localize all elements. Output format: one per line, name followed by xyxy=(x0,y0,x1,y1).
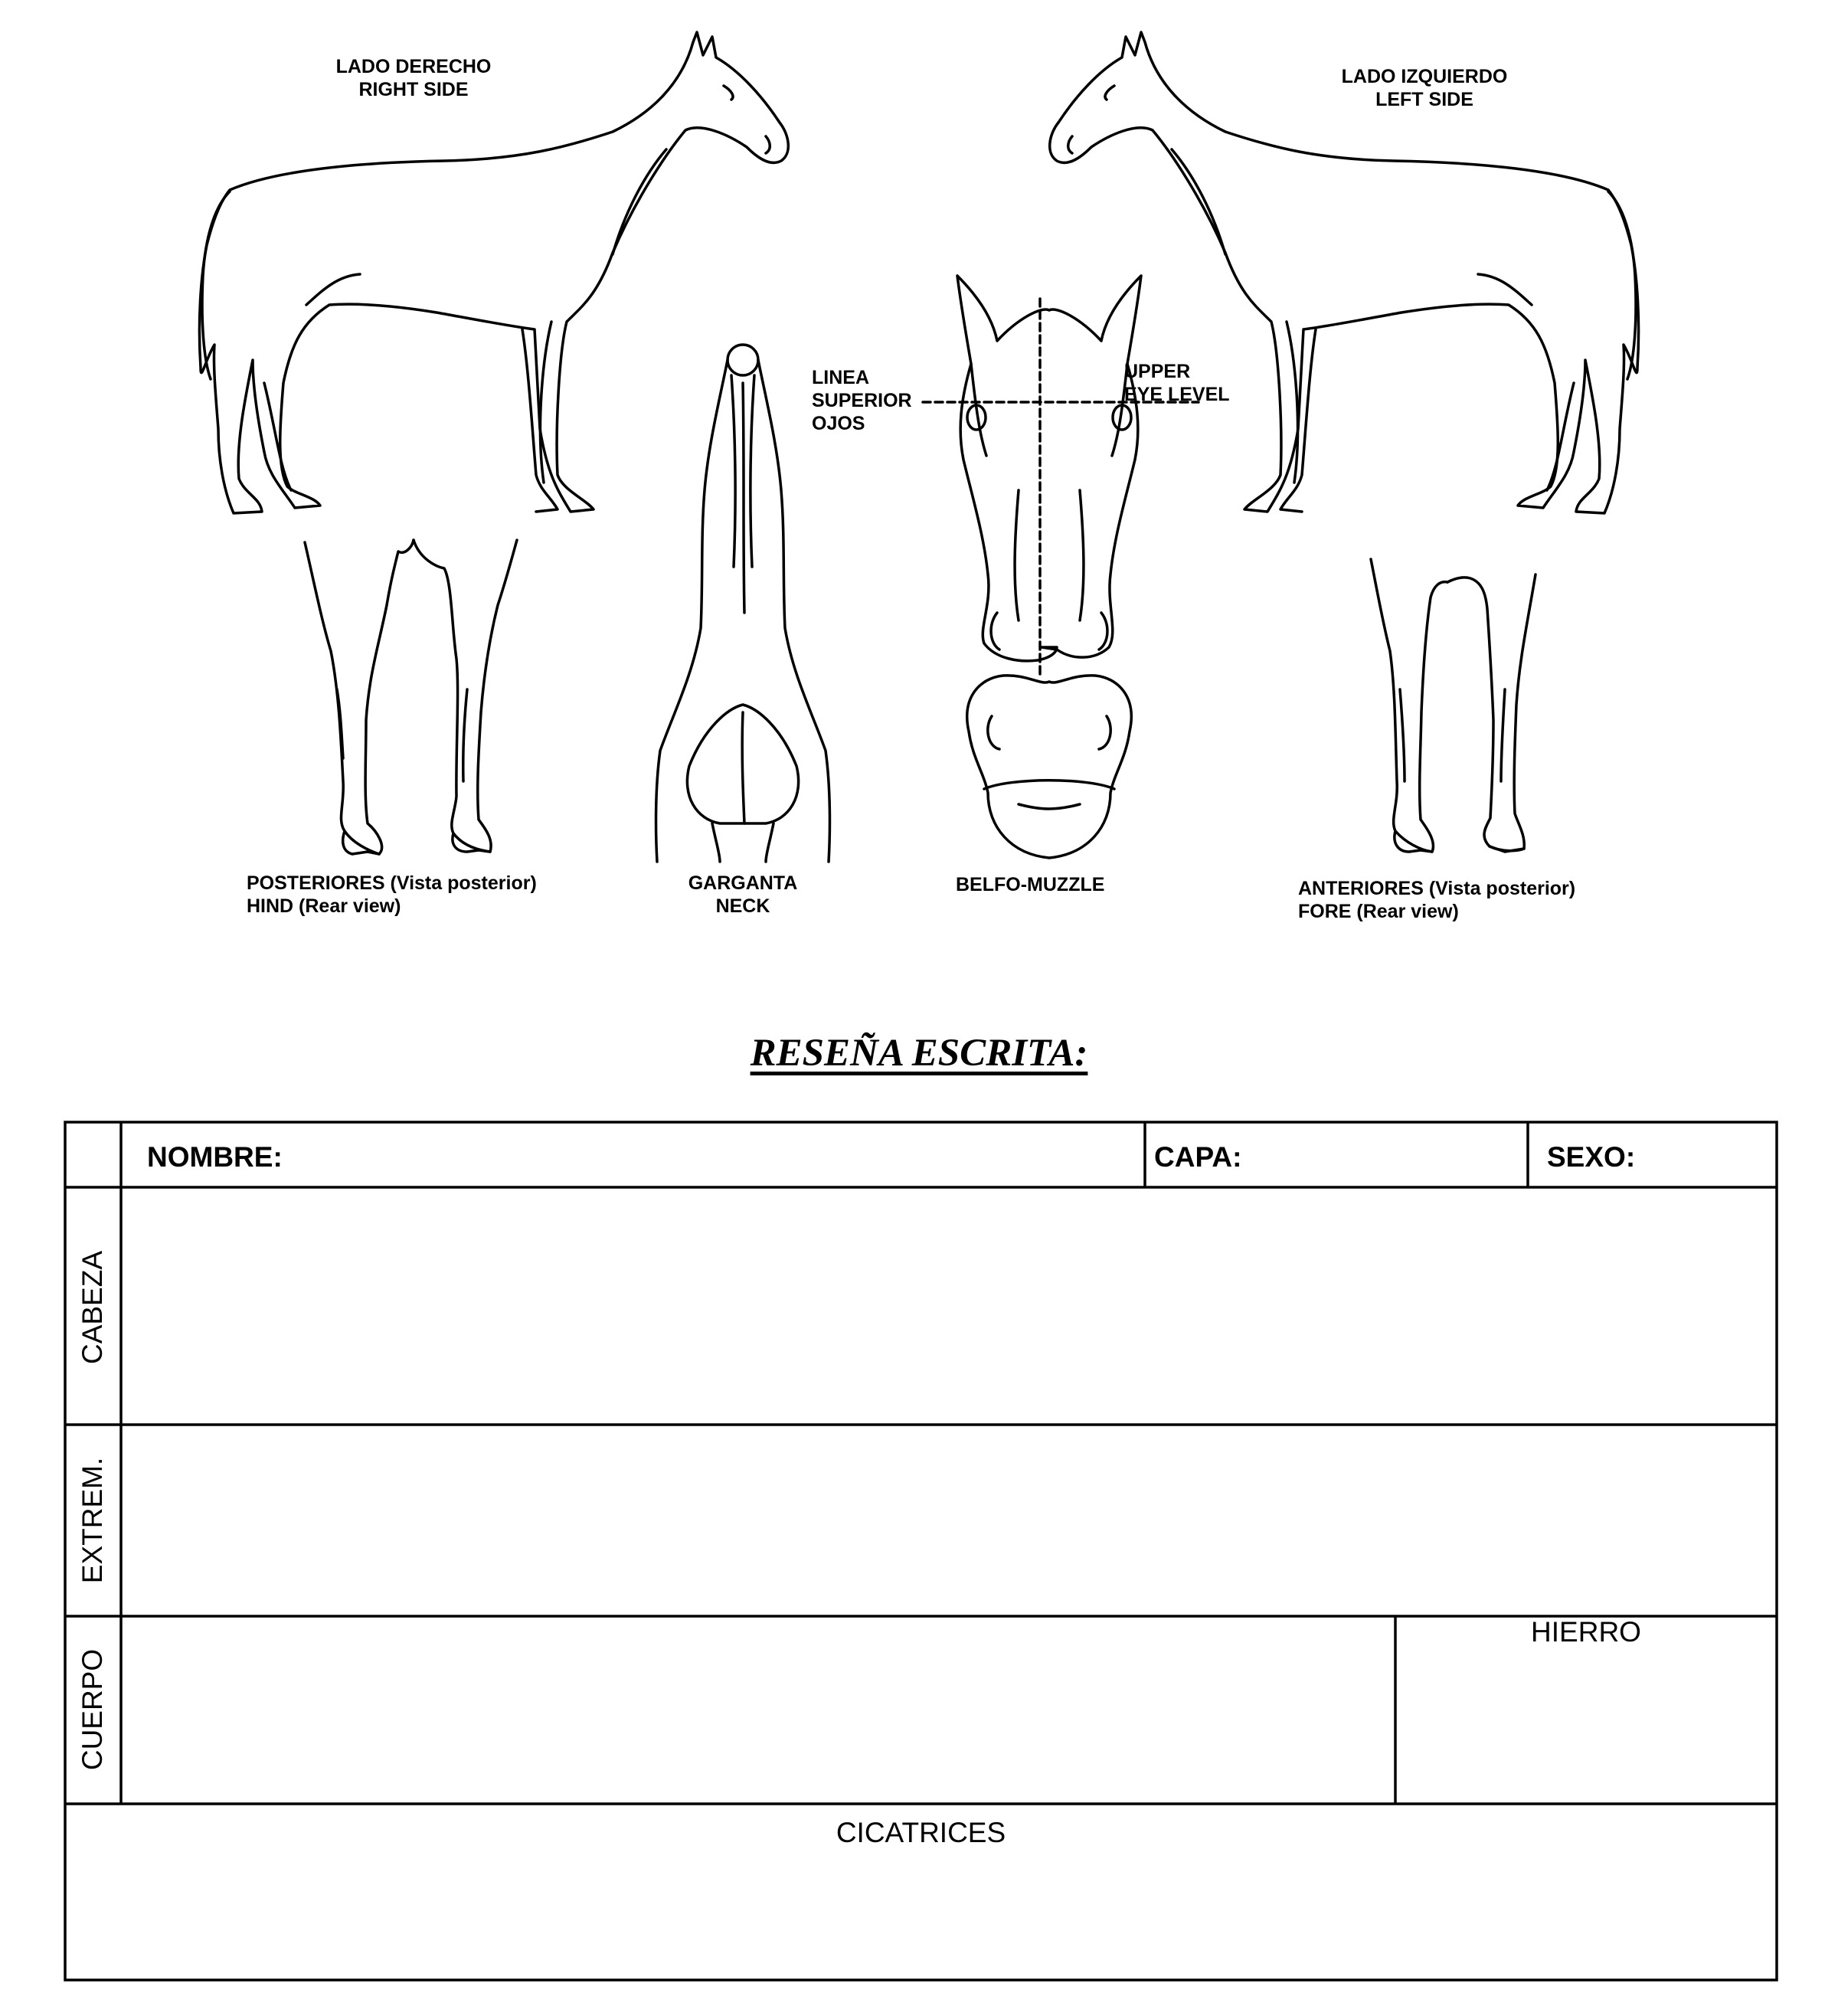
cabeza-label: CABEZA xyxy=(77,1250,108,1365)
page-title: RESEÑA ESCRITA: xyxy=(750,1032,1088,1075)
label-neck-en: NECK xyxy=(715,895,770,917)
label-left-side-en: LEFT SIDE xyxy=(1375,89,1473,110)
hierro-label: HIERRO xyxy=(1531,1616,1641,1648)
label-left-side-es: LADO IZQUIERDO xyxy=(1341,66,1508,87)
label-right-side-es: LADO DERECHO xyxy=(335,56,492,77)
label-fore-en: FORE (Rear view) xyxy=(1298,901,1459,922)
label-fore-es: ANTERIORES (Vista posterior) xyxy=(1298,878,1576,899)
extrem-field[interactable] xyxy=(124,1428,1774,1613)
cicatrices-label: CICATRICES xyxy=(836,1817,1006,1848)
label-muzzle: BELFO-MUZZLE xyxy=(956,874,1105,895)
label-eye-line-es-3: OJOS xyxy=(812,413,865,434)
label-hind-en: HIND (Rear view) xyxy=(247,895,401,917)
nombre-label: NOMBRE: xyxy=(147,1141,283,1173)
cicatrices-field[interactable] xyxy=(68,1854,1774,1976)
capa-label: CAPA: xyxy=(1154,1141,1242,1173)
sexo-field[interactable] xyxy=(1647,1124,1773,1186)
label-right-side-en: RIGHT SIDE xyxy=(358,79,469,100)
sexo-label: SEXO: xyxy=(1547,1141,1636,1173)
capa-field[interactable] xyxy=(1256,1124,1524,1186)
label-hind-es: POSTERIORES (Vista posterior) xyxy=(247,872,537,894)
hierro-field[interactable] xyxy=(1398,1654,1774,1802)
label-neck-es: GARGANTA xyxy=(688,872,798,894)
cuerpo-field[interactable] xyxy=(124,1619,1392,1802)
label-eye-line-en-2: EYE LEVEL xyxy=(1124,384,1230,405)
label-eye-line-en-1: UPPER xyxy=(1124,361,1191,382)
extrem-label: EXTREM. xyxy=(77,1457,108,1584)
cabeza-field[interactable] xyxy=(124,1190,1774,1422)
label-eye-line-es-1: LINEA xyxy=(812,367,869,388)
cuerpo-label: CUERPO xyxy=(77,1648,108,1771)
label-eye-line-es-2: SUPERIOR xyxy=(812,390,912,411)
nombre-field[interactable] xyxy=(291,1124,1141,1186)
